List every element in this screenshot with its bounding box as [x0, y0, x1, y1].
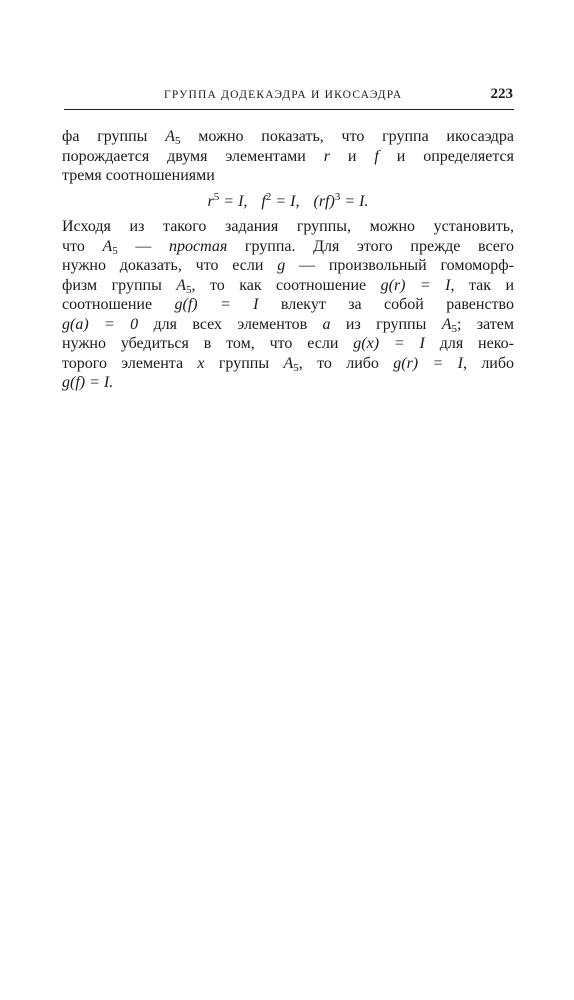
text-line: что $A_5$ — простая группа. Для этого прежде всего: [62, 237, 515, 257]
text-line: g(a) = 0 для всех элементов a из группы $A_5$; затем: [62, 315, 515, 335]
text-line: тремя соотношениями: [62, 167, 215, 184]
text-line: Исходя из такого задания группы, можно установить,: [62, 218, 514, 235]
running-header: [64, 86, 514, 108]
text-line: нужно доказать, что если g — произвольный гомоморф-: [62, 257, 515, 274]
running-title: ГРУППА ДОДЕКАЭДРА И ИКОСАЭДРА: [164, 89, 403, 101]
text-line: нужно убедиться в том, что если g(x) = I для неко-: [62, 335, 514, 352]
text-line: торого элемента x группы $A_5$, то либо g(r) = I, либо: [62, 354, 515, 374]
text-line: порождается двумя элементами r и f и определяется: [62, 147, 515, 165]
page-number: 223: [490, 86, 513, 102]
text-line: физм группы $A_5$, то как соотношение g(r) = I, так и: [62, 276, 515, 296]
display-formula: $r^5 = I$, $f^2 = I$, (rf)$^3$ = I.: [207, 190, 369, 210]
header-rule: [64, 109, 514, 110]
page-body: [62, 127, 514, 393]
text-line: соотношение g(f) = I влекут за собой равенство: [62, 296, 514, 313]
text-line: g(f) = I.: [62, 374, 114, 391]
text-line: фа группы $A_5$ можно показать, что группа икосаэдра: [62, 128, 515, 147]
